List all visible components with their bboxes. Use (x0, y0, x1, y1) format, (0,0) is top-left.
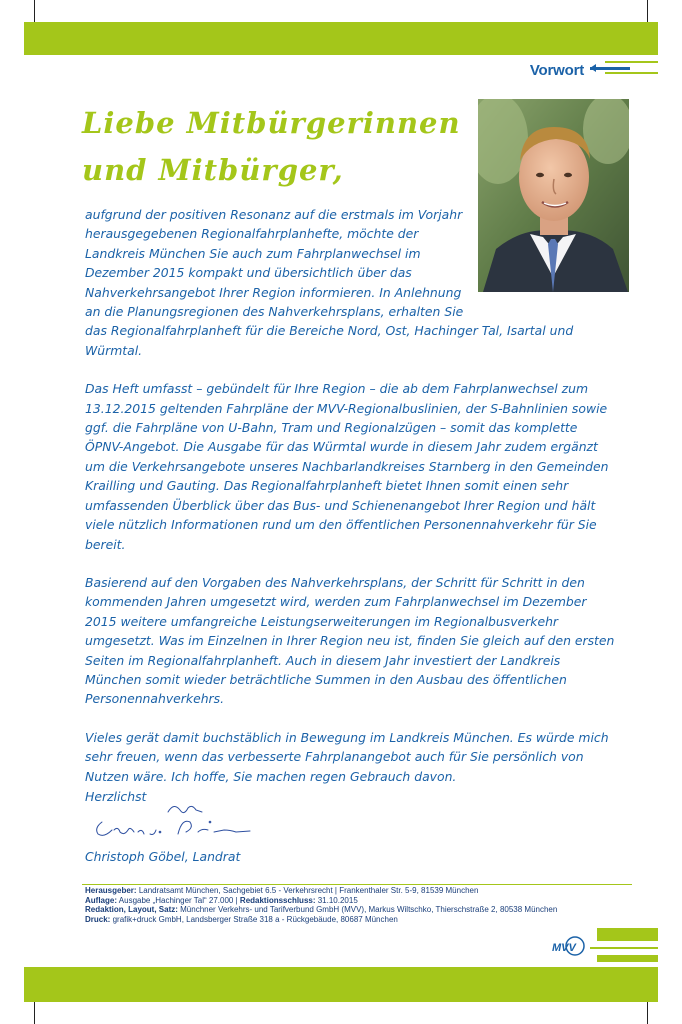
signer-name: Christoph Göbel, Landrat (85, 849, 241, 864)
imprint-block (85, 886, 625, 924)
crop-mark (647, 1002, 648, 1024)
letter-body (85, 205, 615, 805)
paragraph-1-rest: das Regionalfahrplanheft für die Bereiche Nord, Ost, Hachinger Tal, Isartal und Würmtal. (85, 323, 574, 358)
crop-mark (34, 1002, 35, 1024)
header-stripe (605, 72, 658, 74)
greeting-line-2: und Mitbürger, (82, 153, 344, 187)
imprint-line-print (85, 915, 625, 925)
mvv-logo-text: MVV (552, 942, 576, 954)
mvv-logo-icon (551, 935, 585, 957)
imprint-line-circulation (85, 896, 625, 906)
footer-stripe (597, 955, 658, 962)
footer-stripe (590, 947, 658, 949)
imprint-divider (82, 884, 632, 885)
imprint-label: Redaktionsschluss: (239, 895, 316, 905)
imprint-value: Landratsamt München, Sachgebiet 6.5 - Verkehrsrecht | Frankenthaler Str. 5-9, 81539 München (138, 886, 479, 895)
paragraph-2: Das Heft umfasst – gebündelt für Ihre Region – die ab dem Fahrplanwechsel zum 13.12.2015 geltenden Fahrpläne der MVV-Regionalbuslinien, der S-Bahnlinien sowie ggf. die Fahrpläne von U-Bahn, Tram und Regionalzügen – somit das komplette ÖPNV-Angebot. Die Ausgabe für das Würmtal wurde in diesem Jahr zudem ergänzt um die Verkehrsangebote unseres Nachbarlandkreises Starnberg in den Gemeinden Krailling und Gauting. Das Regionalfahrplanheft bietet Ihnen somit einen sehr umfassenden Überblick über das Bus- und Schienenangebot Ihrer Region und hält viele nützlich Informationen rund um den öffentlichen Personennahverkehr für Sie bereit. (85, 381, 609, 552)
bottom-green-band (24, 967, 658, 1002)
imprint-label: Auflage: (85, 895, 117, 905)
label-arrow-icon (590, 67, 630, 70)
footer-stripe (597, 928, 658, 941)
paragraph-3: Basierend auf den Vorgaben des Nahverkehrsplans, der Schritt für Schritt in den kommenden Jahren umgesetzt wird, werden zum Fahrplanwechsel im Dezember 2015 weitere umfangreiche Leistungserweiterungen im Regionalbusverkehr umgesetzt. Was im Einzelnen in Ihrer Region neu ist, finden Sie gleich auf den ersten Seiten im Regionalfahrplanheft. Auch in diesem Jahr investiert der Landkreis München somit wieder beträchtliche Summen in den Ausbau des öffentlichen Personennahverkehrs. (85, 574, 615, 707)
crop-mark (34, 0, 35, 22)
crop-mark (647, 0, 648, 22)
top-green-band (24, 22, 658, 55)
greeting (82, 100, 461, 194)
imprint-value: grafik+druck GmbH, Landsberger Straße 318 a - Rückgebäude, 80687 München (112, 914, 398, 924)
imprint-line-editorial (85, 905, 625, 915)
paragraph-1-narrow: aufgrund der positiven Resonanz auf die erstmals im Vorjahr herausgegebenen Regionalfahrplanhefte, möchte der Landkreis München Sie auch zum Fahrplanwechsel im Dezember 2015 kompakt und übersichtlich über das Nahverkehrsangebot Ihrer Region informieren. In Anlehnung an die Planungsregionen des Nahverkehrsplans, erhalten Sie (85, 207, 464, 320)
paragraph-4: Vieles gerät damit buchstäblich in Bewegung im Landkreis München. Es würde mich sehr freuen, wenn das verbesserte Fahrplanangebot auch für Sie persönlich von Nutzen wäre. Ich hoffe, Sie machen regen Gebrauch davon. (85, 729, 609, 784)
imprint-label: Redaktion, Layout, Satz: (85, 905, 178, 915)
greeting-line-1: Liebe Mitbürgerinnen (82, 106, 461, 140)
imprint-label: Herausgeber: (85, 886, 137, 895)
imprint-value: 31.10.2015 (317, 895, 358, 905)
header-stripe (605, 61, 658, 63)
closing-salutation: Herzlichst (85, 789, 147, 804)
imprint-line-publisher (85, 886, 625, 896)
imprint-value: Ausgabe „Hachinger Tal“ 27.000 | (118, 895, 238, 905)
imprint-value: Münchner Verkehrs- und Tarifverbund GmbH (MVV), Markus Wiltschko, Thierschstraße 2, 80538 München (180, 905, 558, 915)
imprint-label: Druck: (85, 914, 111, 924)
label-arrowhead-icon (590, 64, 596, 72)
handwritten-signature (90, 800, 265, 845)
section-label: Vorwort (529, 62, 584, 79)
